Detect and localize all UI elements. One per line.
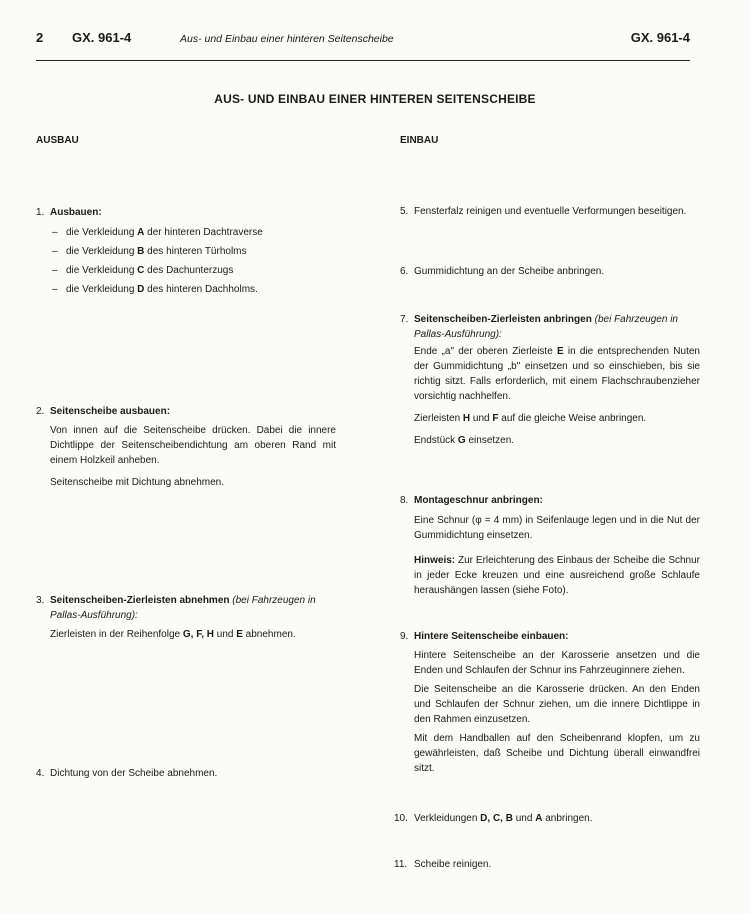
step-9 bbox=[400, 629, 700, 783]
step-body bbox=[50, 423, 336, 490]
step-heading: Hintere Seitenscheibe einbauen: bbox=[414, 631, 569, 642]
step-heading: Seitenscheiben-Zierleisten anbringen (bei Fahrzeugen in Pallas-Ausführung): bbox=[414, 314, 678, 340]
step-text: Fensterfalz reinigen und eventuelle Verformungen beseitigen. bbox=[414, 206, 687, 217]
column-heading-ausbau: AUSBAU bbox=[36, 135, 79, 146]
paragraph: Endstück G einsetzen. bbox=[414, 435, 515, 446]
step-body bbox=[414, 344, 700, 448]
step-11 bbox=[394, 857, 700, 872]
step-heading: Ausbauen: bbox=[50, 207, 102, 218]
step-number: 4. bbox=[36, 768, 45, 779]
step-6 bbox=[400, 264, 700, 279]
list-item: – die Verkleidung A der hinteren Dachtraverse bbox=[52, 225, 336, 240]
column-heading-einbau: EINBAU bbox=[400, 135, 439, 146]
document-code: GX. 961-4 bbox=[72, 30, 132, 45]
step-number: 1. bbox=[36, 207, 45, 218]
list-item: – die Verkleidung B des hinteren Türholms bbox=[52, 244, 336, 259]
paragraph: Die Seitenscheibe an die Karosserie drücken. An den Enden und Schlaufen der Schnur ziehen, um die innere Dichtlippe in den Rahmen einzusetzen. bbox=[414, 684, 700, 725]
step-number: 8. bbox=[400, 495, 409, 506]
step-number: 6. bbox=[400, 266, 409, 277]
step-number: 5. bbox=[400, 206, 409, 217]
step-heading: Montageschnur anbringen: bbox=[414, 495, 543, 506]
step-8 bbox=[400, 493, 700, 605]
document-code-right: GX. 961-4 bbox=[630, 30, 690, 45]
paragraph: Von innen auf die Seitenscheibe drücken. Dabei die innere Dichtlippe der Seitenscheibendichtung am oberen Rand mit einem Holzkeil anheben. bbox=[50, 425, 336, 466]
header-subtitle: Aus- und Einbau einer hinteren Seitenscheibe bbox=[180, 33, 394, 45]
step-text: Scheibe reinigen. bbox=[414, 859, 492, 870]
paragraph: Zierleisten H und F auf die gleiche Weise anbringen. bbox=[414, 413, 647, 424]
step-number: 10. bbox=[394, 813, 408, 824]
step-5 bbox=[400, 204, 700, 219]
paragraph: Mit dem Handballen auf den Scheibenrand klopfen, um zu gewährleisten, daß Scheibe und Dichtung überall einwandfrei sitzt. bbox=[414, 733, 700, 774]
step-heading: Seitenscheibe ausbauen: bbox=[50, 406, 171, 417]
step-4 bbox=[36, 766, 336, 781]
list-item: – die Verkleidung D des hinteren Dachholms. bbox=[52, 282, 336, 297]
step-1 bbox=[36, 205, 336, 301]
sub-list bbox=[52, 225, 336, 297]
step-number: 9. bbox=[400, 631, 409, 642]
step-number: 11. bbox=[394, 859, 408, 870]
header-rule bbox=[36, 60, 690, 61]
paragraph: Seitenscheibe mit Dichtung abnehmen. bbox=[50, 477, 224, 488]
step-number: 2. bbox=[36, 406, 45, 417]
step-text: Dichtung von der Scheibe abnehmen. bbox=[50, 768, 218, 779]
step-10 bbox=[394, 811, 700, 826]
step-text: Verkleidungen D, C, B und A anbringen. bbox=[414, 813, 593, 824]
paragraph: Hintere Seitenscheibe an der Karosserie ansetzen und die Enden und Schlaufen der Schnur ins Fahrzeuginnere ziehen. bbox=[414, 650, 700, 676]
note-paragraph: Hinweis: Zur Erleichterung des Einbaus der Scheibe die Schnur in jeder Ecke kreuzen und eine ausreichend große Schlaufe heraushängen lassen (siehe Foto). bbox=[414, 555, 700, 596]
paragraph: Ende „a" der oberen Zierleiste E in die entsprechenden Nuten der Gummidichtung „b" einsetzen und so einschieben, bis sie richtig sitzt. Falls erforderlich, mit einem Flachschraubenzieher vorsichtig nachhelfen. bbox=[414, 346, 700, 402]
page-title: AUS- UND EINBAU EINER HINTEREN SEITENSCHEIBE bbox=[214, 92, 536, 106]
page-number: 2 bbox=[36, 30, 44, 45]
list-item: – die Verkleidung C des Dachunterzugs bbox=[52, 263, 336, 278]
step-text: Gummidichtung an der Scheibe anbringen. bbox=[414, 266, 605, 277]
step-2 bbox=[36, 404, 336, 497]
step-body bbox=[414, 648, 700, 776]
paragraph: Zierleisten in der Reihenfolge G, F, H und E abnehmen. bbox=[50, 629, 296, 640]
step-body bbox=[414, 513, 700, 598]
step-number: 3. bbox=[36, 595, 45, 606]
step-number: 7. bbox=[400, 314, 409, 325]
step-body bbox=[50, 627, 336, 642]
paragraph: Eine Schnur (φ = 4 mm) in Seifenlauge legen und in die Nut der Gummidichtung einsetzen. bbox=[414, 515, 700, 541]
step-3 bbox=[36, 593, 336, 649]
step-7 bbox=[400, 312, 700, 455]
step-heading: Seitenscheiben-Zierleisten abnehmen (bei Fahrzeugen in Pallas-Ausführung): bbox=[50, 595, 316, 621]
